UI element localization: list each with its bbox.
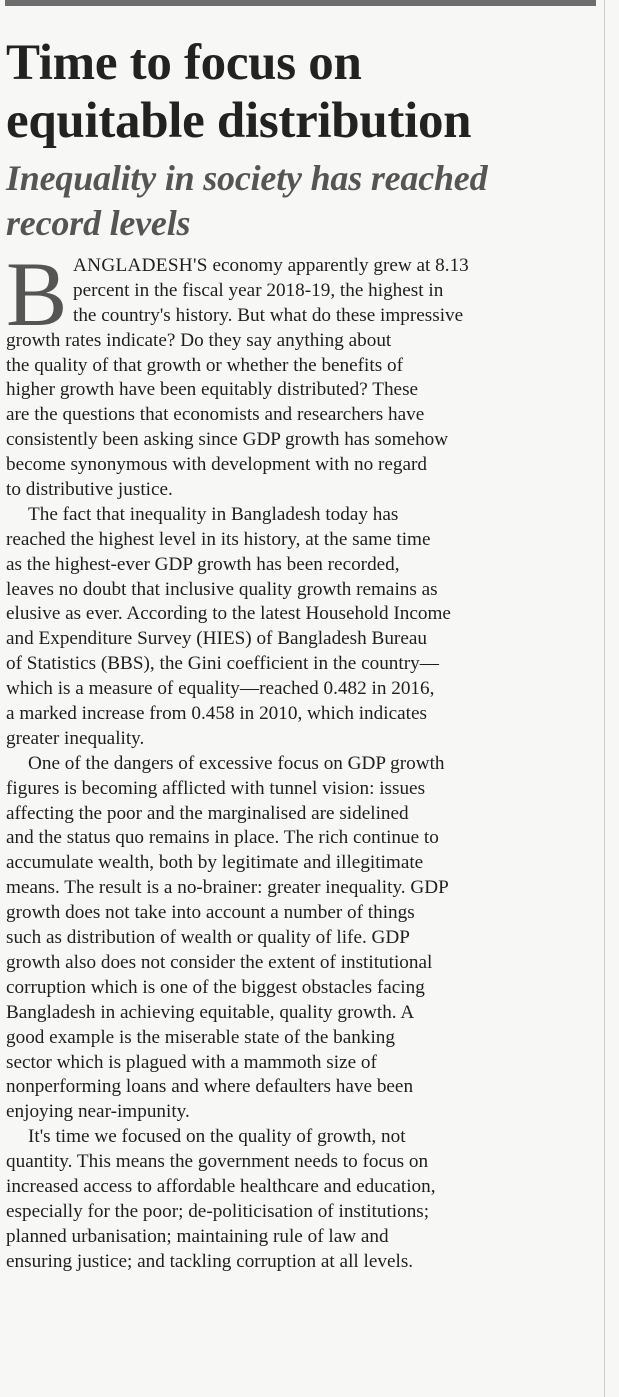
body-line: the country's history. But what do these impressive (73, 304, 464, 326)
body-line: consistently been asking since GDP growth has somehow (6, 429, 449, 451)
body-line: are the questions that economists and researchers have (6, 404, 425, 426)
column-edge (604, 0, 605, 1397)
paragraph-3 (6, 752, 598, 1125)
body-line: percent in the fiscal year 2018-19, the highest in (73, 279, 444, 301)
top-rule (5, 0, 596, 6)
body-line: nonperforming loans and where defaulters have been (6, 1076, 414, 1098)
body-line: means. The result is a no-brainer: greater inequality. GDP (6, 877, 449, 899)
body-line: One of the dangers of excessive focus on GDP growth (28, 752, 445, 774)
body-line: planned urbanisation; maintaining rule of law and (6, 1225, 389, 1247)
body-line: growth does not take into account a number of things (6, 902, 415, 924)
body-line: ensuring justice; and tackling corruption at all levels. (6, 1250, 414, 1272)
body-line: good example is the miserable state of the banking (6, 1026, 395, 1048)
body-line-text: economy apparently grew at 8.13 (207, 255, 469, 276)
body-line: enjoying near-impunity. (6, 1101, 190, 1123)
body-line: the quality of that growth or whether the benefits of (6, 354, 403, 376)
body-line: reached the highest level in its history, at the same time (6, 528, 431, 550)
body-line: corruption which is one of the biggest obstacles facing (6, 976, 425, 998)
body-line: as the highest-ever GDP growth has been recorded, (6, 553, 400, 575)
body-line: and Expenditure Survey (HIES) of Bangladesh Bureau (6, 628, 427, 650)
headline-line: Time to focus on (6, 35, 362, 91)
article-body (6, 243, 598, 1275)
subheadline-line: Inequality in society has reached (6, 158, 488, 198)
body-line: of Statistics (BBS), the Gini coefficient in the country— (6, 653, 439, 675)
body-line: affecting the poor and the marginalised are sidelined (6, 802, 409, 824)
body-line: which is a measure of equality—reached 0.482 in 2016, (6, 678, 435, 700)
body-line: a marked increase from 0.458 in 2010, which indicates (6, 703, 427, 725)
body-line: higher growth have been equitably distributed? These (6, 379, 419, 401)
drop-cap: B (6, 243, 68, 345)
body-line: It's time we focused on the quality of growth, not (28, 1126, 406, 1148)
body-line: growth also does not consider the extent of institutional (6, 951, 433, 973)
body-line: and the status quo remains in place. The rich continue to (6, 827, 439, 849)
headline-line: equitable distribution (6, 93, 472, 149)
subheadline (6, 156, 598, 246)
body-line: sector which is plagued with a mammoth size of (6, 1051, 377, 1073)
article (6, 34, 598, 1275)
paragraph-4 (6, 1125, 598, 1274)
paragraph-2 (6, 503, 598, 752)
subheadline-line: record levels (6, 203, 191, 243)
body-line: Bangladesh in achieving equitable, quality growth. A (6, 1001, 415, 1023)
body-line: to distributive justice. (6, 479, 173, 501)
paragraph-1 (6, 243, 598, 503)
headline (6, 34, 598, 150)
body-line: The fact that inequality in Bangladesh today has (28, 503, 399, 525)
body-line: elusive as ever. According to the latest Household Income (6, 603, 451, 625)
body-line: greater inequality. (6, 727, 145, 749)
body-line: figures is becoming afflicted with tunnel vision: issues (6, 777, 426, 799)
body-line: increased access to affordable healthcare and education, (6, 1175, 436, 1197)
body-line: leaves no doubt that inclusive quality growth remains as (6, 578, 438, 600)
body-line: accumulate wealth, both by legitimate and illegitimate (6, 852, 424, 874)
body-line: such as distribution of wealth or quality of life. GDP (6, 927, 410, 949)
body-line: become synonymous with development with no regard (6, 454, 427, 476)
body-line: quantity. This means the government needs to focus on (6, 1151, 429, 1173)
lead-word: ANGLADESH'S (73, 255, 208, 276)
body-line: especially for the poor; de-politicisation of institutions; (6, 1200, 430, 1222)
body-line (6, 254, 598, 279)
body-line: growth rates indicate? Do they say anything about (6, 329, 392, 351)
